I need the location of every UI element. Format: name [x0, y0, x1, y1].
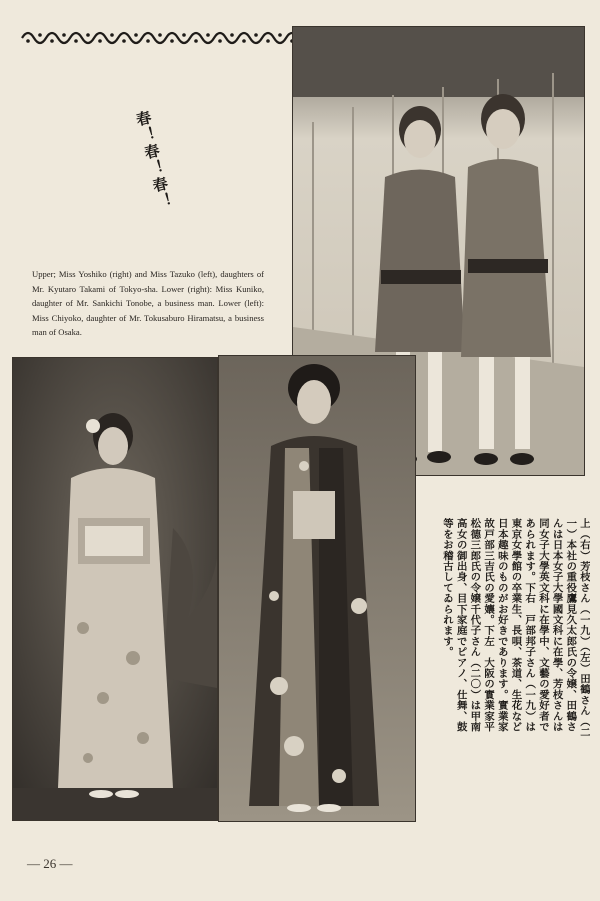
page-heading: 春！春！春！ — [132, 108, 175, 213]
photo-lower-middle-kimono — [218, 355, 416, 822]
wavy-border-ornament — [20, 26, 305, 50]
english-caption: Upper; Miss Yoshiko (right) and Miss Tazuko (left), daughters of Mr. Kyutaro Takami of Tokyo-sha. Lower (right): Miss Kuniko, daughter of Mr. Sankichi Tonobe, a business man. Lower (left): Miss Chiyoko, daughter of Mr. Tokusaburo Hiramatsu, a business man of Osaka. — [32, 269, 264, 338]
page-number: — 26 — — [27, 856, 73, 871]
japanese-caption: 上（右）芳枝さん（一九）（左）田鶴さん（二一）本社の重役鷹見久太郎氏の令嬢、田鶴さんは日本女子大學國文科に在學、芳枝さんは同女子大學英文科に在學中、文藝の愛好者であられます。下右 戸部邦子さん（一九）は東京女學館の卒業生、長唄、茶道、生花など日本趣味のものがお好きであります。實業家故戸部三吉氏の愛孃。下左 大阪の實業家平松德三郎氏の令嬢千代子さん（二〇）は甲南高女の御出身、目下家庭でピアノ、仕舞、鼓等をお稽古してゐられます。 — [440, 518, 590, 738]
photo-lower-left-kimono — [12, 357, 218, 821]
